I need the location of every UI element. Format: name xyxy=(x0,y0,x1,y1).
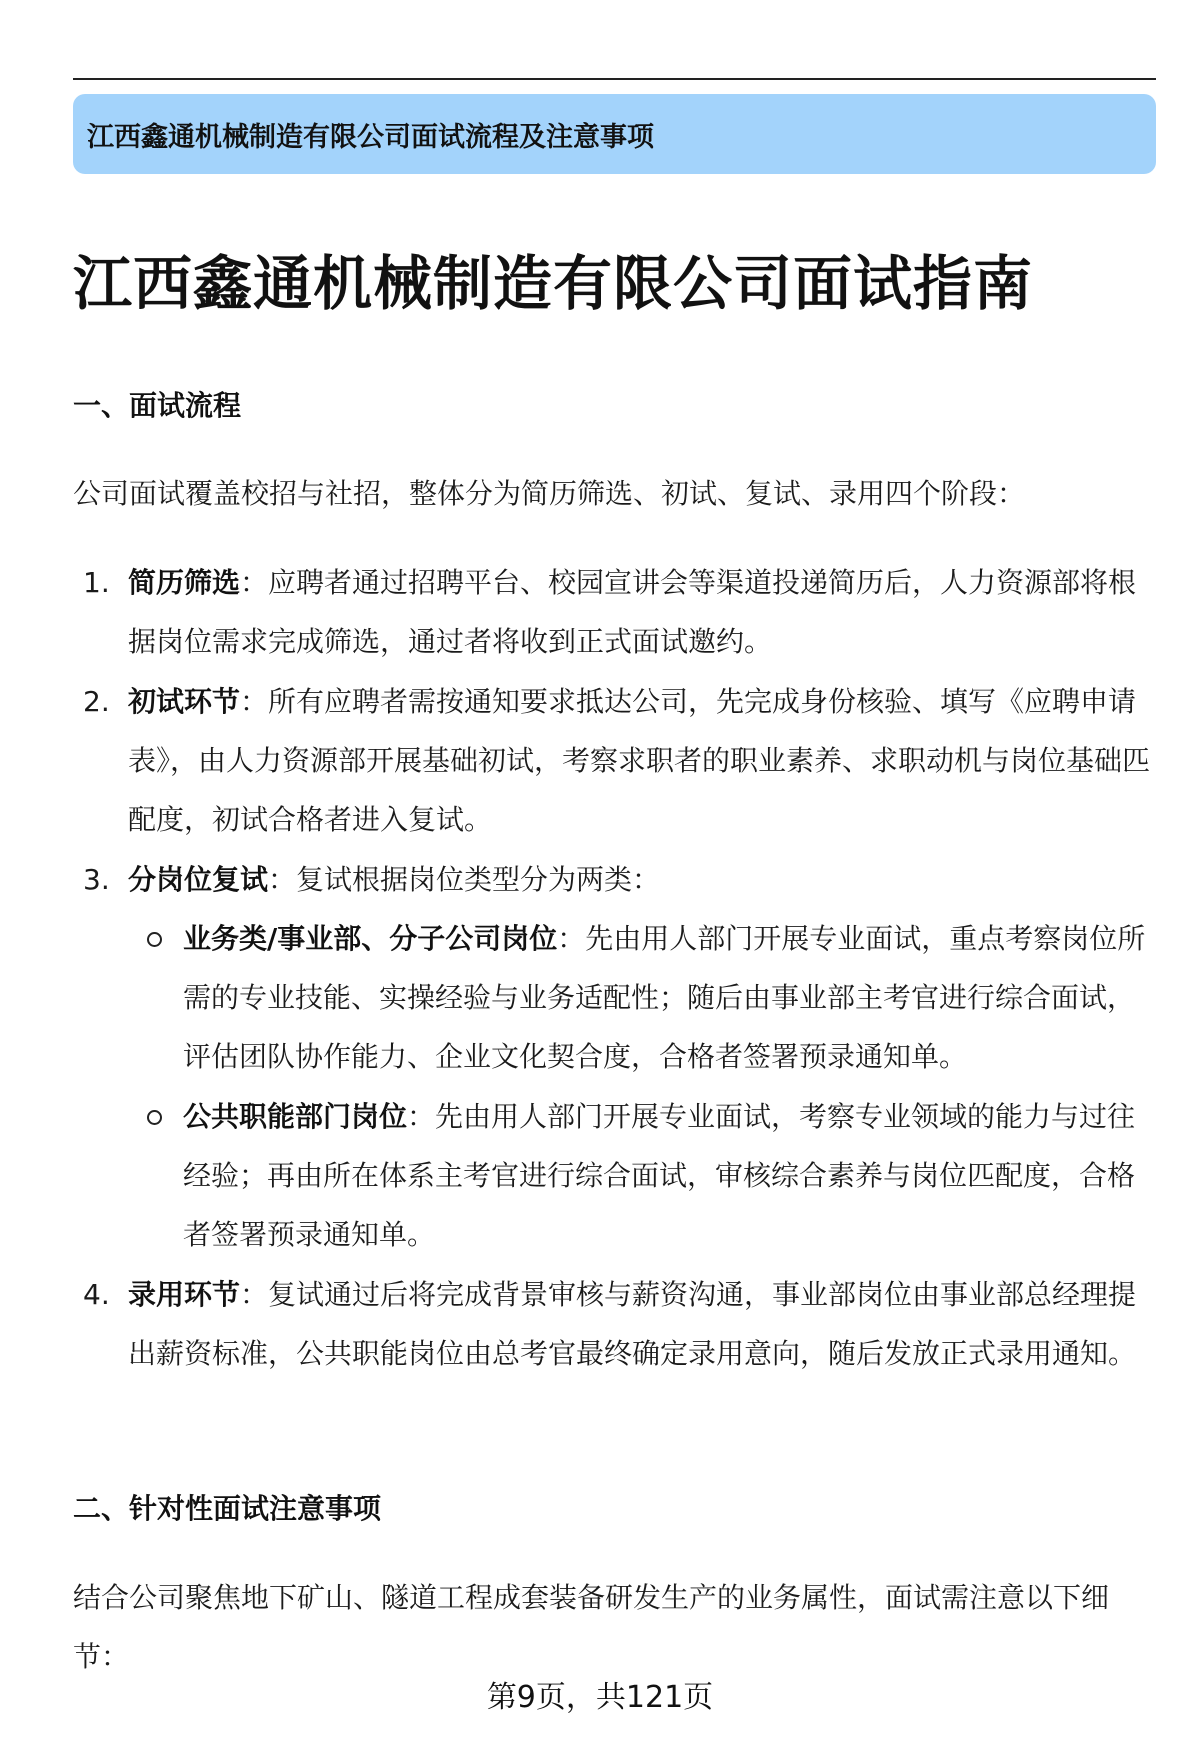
top-divider xyxy=(73,78,1156,80)
list-item-term: 简历筛选 xyxy=(128,566,241,599)
list-item-second-interview xyxy=(83,850,1150,909)
list-item-text: ：应聘者通过招聘平台、校园宣讲会等渠道投递简历后，人力资源部将根据岗位需求完成筛选，通过者将收到正式面试邀约。 xyxy=(128,566,1137,658)
list-item-body xyxy=(128,672,1150,849)
bullet-circle-icon xyxy=(147,932,162,947)
list-number: 4. xyxy=(83,1278,110,1311)
list-item-body xyxy=(128,850,1150,909)
list-number: 3. xyxy=(83,863,110,896)
sub-item-term: 公共职能部门岗位 xyxy=(183,1100,408,1133)
sub-item-public-function-positions xyxy=(183,1087,1156,1264)
sub-item-body xyxy=(183,1087,1156,1264)
list-item-body xyxy=(128,1265,1150,1383)
header-banner xyxy=(73,94,1156,174)
list-item-text: ：复试通过后将完成背景审核与薪资沟通，事业部岗位由事业部总经理提出薪资标准，公共职能岗位由总考官最终确定录用意向，随后发放正式录用通知。 xyxy=(128,1278,1137,1370)
section1-intro: 公司面试覆盖校招与社招，整体分为简历筛选、初试、复试、录用四个阶段： xyxy=(73,477,1026,510)
sub-item-text: ：先由用人部门开展专业面试，考察专业领域的能力与过往经验；再由所在体系主考官进行综合面试，审核综合素养与岗位匹配度，合格者签署预录通知单。 xyxy=(183,1100,1136,1251)
list-item-text: ：所有应聘者需按通知要求抵达公司，先完成身份核验、填写《应聘申请表》，由人力资源部开展基础初试，考察求职者的职业素养、求职动机与岗位基础匹配度，初试合格者进入复试。 xyxy=(128,685,1151,836)
list-item-term: 录用环节 xyxy=(128,1278,241,1311)
bullet-circle-icon xyxy=(147,1110,162,1125)
list-item-hiring xyxy=(83,1265,1150,1383)
list-item-term: 分岗位复试 xyxy=(128,863,269,896)
section-heading-process: 一、面试流程 xyxy=(73,389,242,422)
section2-intro: 结合公司聚焦地下矿山、隧道工程成套装备研发生产的业务属性，面试需注意以下细节： xyxy=(73,1581,1110,1673)
header-banner-title: 江西鑫通机械制造有限公司面试流程及注意事项 xyxy=(87,121,654,153)
page-number: 第9页，共121页 xyxy=(486,1680,714,1715)
list-item-resume-screening xyxy=(83,553,1150,671)
list-item-body xyxy=(128,553,1150,671)
sub-item-term: 业务类/事业部、分子公司岗位 xyxy=(183,922,558,955)
list-item-text: ：复试根据岗位类型分为两类： xyxy=(268,863,661,896)
list-item-first-interview xyxy=(83,672,1151,849)
list-item-term: 初试环节 xyxy=(128,685,241,718)
sub-item-business-positions xyxy=(183,909,1156,1086)
list-number: 2. xyxy=(83,685,110,718)
sub-item-body xyxy=(183,909,1156,1086)
section-heading-notes: 二、针对性面试注意事项 xyxy=(73,1492,382,1525)
sub-item-text: ：先由用人部门开展专业面试，重点考察岗位所需的专业技能、实操经验与业务适配性；随后由事业部主考官进行综合面试，评估团队协作能力、企业文化契合度，合格者签署预录通知单。 xyxy=(183,922,1146,1073)
list-number: 1. xyxy=(83,566,110,599)
page-title: 江西鑫通机械制造有限公司面试指南 xyxy=(73,249,1034,318)
